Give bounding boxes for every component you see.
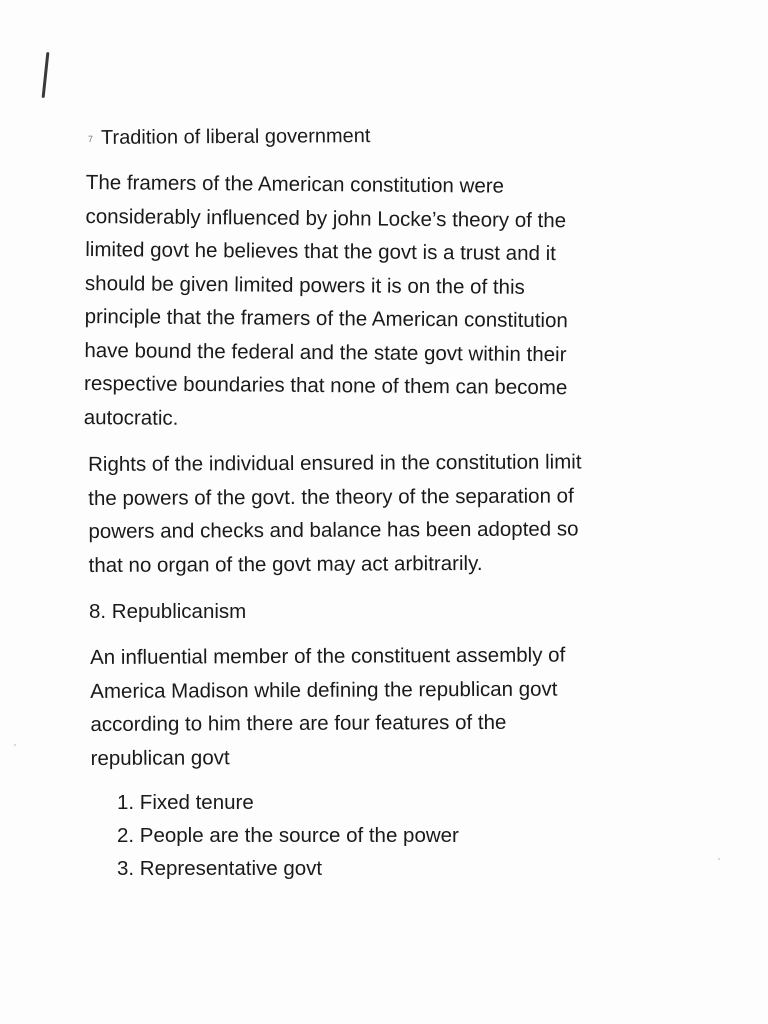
text-line: according to him there are four features of the (90, 710, 507, 736)
text-line: An influential member of the constituent assembly of (90, 643, 566, 669)
paragraph-madison (90, 639, 566, 775)
text-line: the powers of the govt. the theory of the separation of (88, 483, 574, 510)
scan-speck (718, 858, 720, 860)
pen-mark (42, 52, 50, 98)
text-line: powers and checks and balance has been adopted so (88, 517, 579, 543)
text-line: that no organ of the govt may act arbitrarily. (88, 551, 483, 577)
text-line: considerably influenced by john Locke’s theory of the (85, 204, 567, 232)
text-line: autocratic. (83, 405, 179, 430)
text-line: The framers of the American constitution were (85, 170, 505, 198)
paragraph-individual-rights (88, 445, 582, 582)
section-7-heading (88, 122, 371, 153)
text-line: limited govt he believes that the govt is a trust and it (85, 237, 556, 266)
text-line: Rights of the individual ensured in the constitution limit (88, 450, 582, 476)
section-7-title: Tradition of liberal government (100, 125, 371, 149)
list-item: 2. People are the source of the power (117, 824, 459, 847)
section-8-heading: 8. Republicanism (89, 600, 247, 623)
text-line: America Madison while defining the republican govt (90, 677, 558, 703)
scan-speck (14, 744, 16, 746)
list-item: 3. Representative govt (117, 857, 323, 880)
section-7-number: 7 (87, 133, 94, 144)
text-line: have bound the federal and the state govt within their (84, 338, 567, 366)
text-line: republican govt (90, 745, 230, 770)
republican-features-list (117, 786, 459, 885)
text-line: principle that the framers of the American constitution (84, 304, 568, 333)
paragraph-locke-influence (84, 166, 570, 438)
text-line: should be given limited powers it is on the of this (84, 271, 525, 299)
text-line: respective boundaries that none of them can become (84, 371, 568, 400)
list-item: 1. Fixed tenure (117, 791, 254, 814)
